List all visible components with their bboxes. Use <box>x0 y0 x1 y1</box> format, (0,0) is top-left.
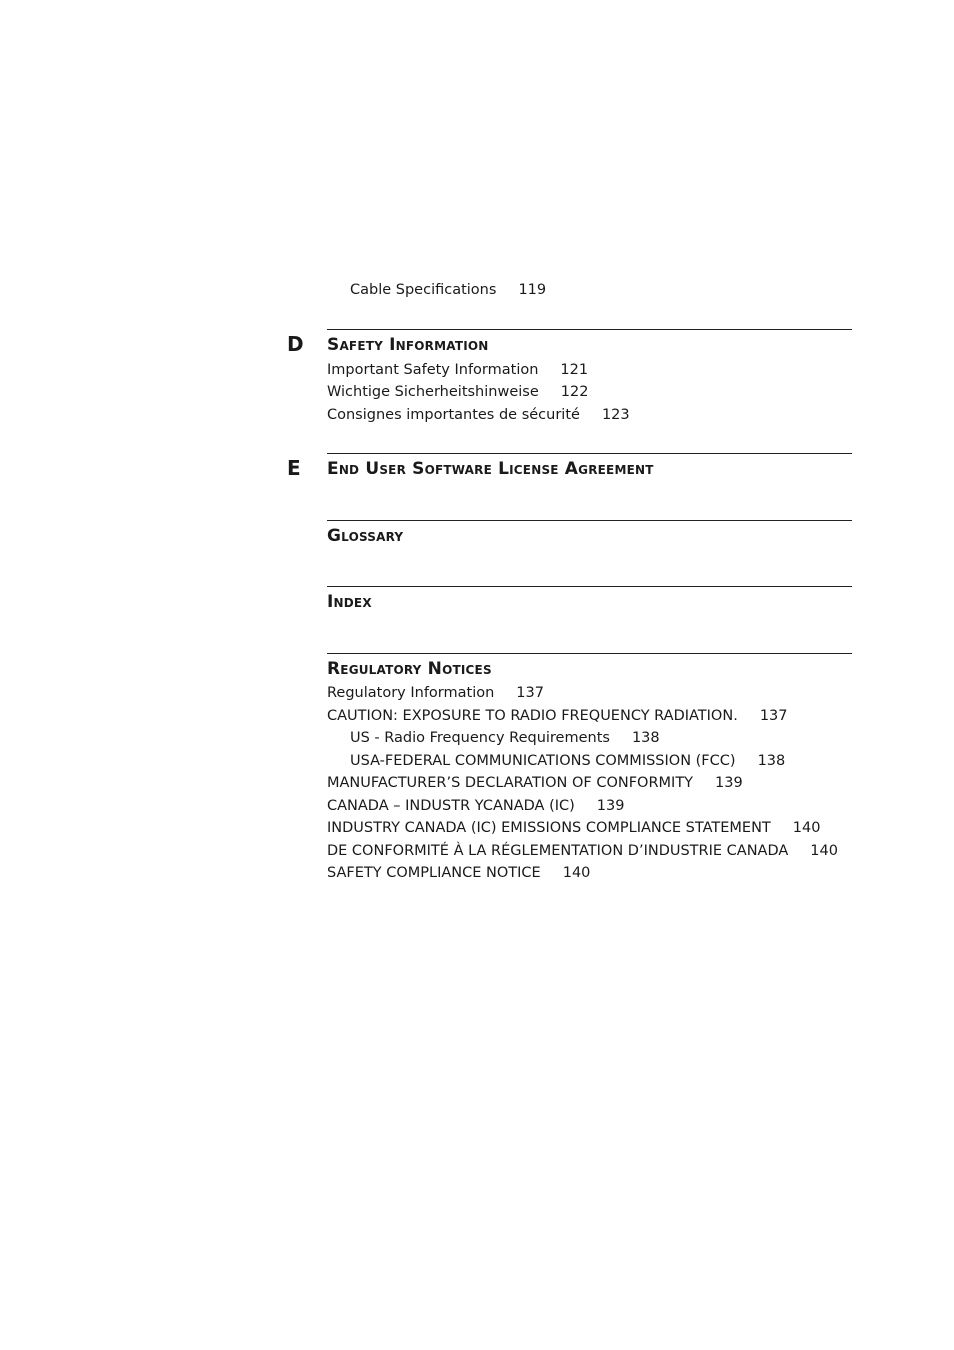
toc-entry-title: Cable Specifications <box>350 282 497 298</box>
toc-entry-page: 137 <box>516 685 544 701</box>
toc-entry-page: 139 <box>596 798 625 814</box>
toc-entry-title: SAFETY COMPLIANCE NOTICE <box>327 865 541 881</box>
toc-entry[interactable] <box>350 281 546 299</box>
toc-entry[interactable] <box>350 729 660 747</box>
toc-entry[interactable] <box>327 361 588 379</box>
toc-entry-title: Consignes importantes de sécurité <box>327 407 580 423</box>
appendix-letter: E <box>287 456 301 480</box>
toc-entry-page: 139 <box>715 775 743 791</box>
toc-section-safety-information <box>287 329 852 356</box>
toc-entry[interactable] <box>327 684 544 702</box>
toc-entry[interactable] <box>327 707 788 725</box>
toc-entry[interactable] <box>327 819 820 837</box>
toc-section-glossary <box>327 520 852 546</box>
toc-section-index <box>327 586 852 612</box>
toc-section-regulatory-notices <box>327 653 852 679</box>
toc-entry-page: 137 <box>759 708 788 724</box>
toc-entry[interactable] <box>327 797 624 815</box>
toc-entry-title: Important Safety Information <box>327 362 539 378</box>
toc-entry-title: MANUFACTURER’S DECLARATION OF CONFORMITY <box>327 775 694 791</box>
toc-entry-page: 122 <box>560 384 589 400</box>
toc-entry-title: USA-FEDERAL COMMUNICATIONS COMMISSION (FCC) <box>350 753 736 769</box>
section-title[interactable]: Safety Information <box>327 335 489 355</box>
toc-entry-page: 140 <box>562 865 591 881</box>
toc-entry-title: Regulatory Information <box>327 685 495 701</box>
toc-entry[interactable] <box>350 752 785 770</box>
toc-entry-title: DE CONFORMITÉ À LA RÉGLEMENTATION D’INDUSTRIE CANADA <box>327 843 789 859</box>
section-title[interactable]: Glossary <box>327 526 404 546</box>
toc-entry-page: 140 <box>810 843 838 859</box>
toc-entry-page: 121 <box>560 362 589 378</box>
toc-entry[interactable] <box>327 864 590 882</box>
toc-entry-title: CANADA – INDUSTR YCANADA (IC) <box>327 798 575 814</box>
toc-entry-title: INDUSTRY CANADA (IC) EMISSIONS COMPLIANCE STATEMENT <box>327 820 771 836</box>
toc-entry[interactable] <box>327 406 630 424</box>
toc-entry[interactable] <box>327 383 588 401</box>
toc-entry[interactable] <box>327 842 838 860</box>
section-title[interactable]: Regulatory Notices <box>327 659 492 679</box>
section-title[interactable]: Index <box>327 592 372 612</box>
toc-entry-title: Wichtige Sicherheitshinweise <box>327 384 539 400</box>
toc-section-end-user-license <box>287 453 852 480</box>
toc-entry-page: 138 <box>757 753 786 769</box>
toc-entry-page: 140 <box>792 820 821 836</box>
section-title[interactable]: End User Software License Agreement <box>327 459 654 479</box>
toc-entry-page: 138 <box>631 730 660 746</box>
appendix-letter: D <box>287 332 304 356</box>
toc-entry-title: US - Radio Frequency Requirements <box>350 730 610 746</box>
toc-entry-page: 123 <box>601 407 630 423</box>
toc-entry-page: 119 <box>518 282 547 298</box>
toc-entry[interactable] <box>327 774 743 792</box>
toc-entry-title: CAUTION: EXPOSURE TO RADIO FREQUENCY RADIATION. <box>327 708 738 724</box>
